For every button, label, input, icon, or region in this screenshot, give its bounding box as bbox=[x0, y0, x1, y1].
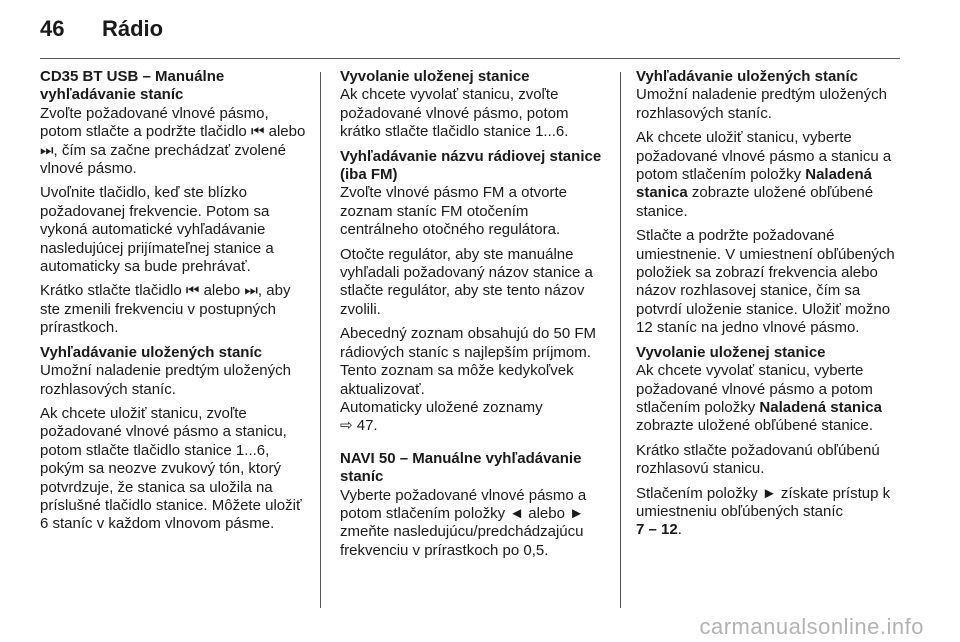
column-3 bbox=[636, 68, 902, 546]
page-reference-link[interactable]: ⇨ 47. bbox=[340, 417, 378, 435]
column-divider bbox=[620, 72, 621, 608]
text: Ak chcete uložiť stanicu, vyberte požadované vlnové pásmo a stanicu a potom stlačením položky bbox=[636, 129, 892, 184]
paragraph bbox=[636, 485, 902, 540]
paragraph: Umožní naladenie predtým uložených rozhlasových staníc. bbox=[636, 86, 887, 122]
column-1 bbox=[40, 68, 306, 540]
watermark: carmanualsonline.info bbox=[699, 614, 924, 639]
column-2 bbox=[340, 68, 606, 566]
paragraph: Zvoľte vlnové pásmo FM a otvorte zoznam staníc FM otočením centrálneho otočného regulátora. bbox=[340, 184, 567, 239]
paragraph: Krátko stlačte tlačidlo ⏮ alebo ⏭, aby ste zmenili frekvenciu v postupných prírastkoch. bbox=[40, 282, 291, 337]
paragraph: Uvoľnite tlačidlo, keď ste blízko požadovanej frekvencie. Potom sa vykoná automatické vyhľadávanie nasledujúcej prijímateľnej stanice a automaticky sa bude prehrávať. bbox=[40, 184, 274, 276]
paragraph bbox=[340, 325, 606, 435]
column-divider bbox=[320, 72, 321, 608]
page-title: Rádio bbox=[102, 16, 164, 41]
paragraph: Stlačte a podržte požadované umiestnenie. V umiestnení obľúbených položiek sa zobrazí frekvencia alebo názov rozhlasovej stanice, čím sa potvrdí uloženie stanice. Uložiť možno 12 staníc na jedno vlnové pásmo. bbox=[636, 227, 895, 337]
text: Abecedný zoznam obsahujú do 50 FM rádiových staníc s najlepším príjmom. Tento zoznam sa môže kedykoľvek aktualizovať. bbox=[340, 325, 596, 398]
paragraph bbox=[636, 362, 902, 436]
text: zobrazte uložené obľúbené stanice. bbox=[636, 417, 874, 435]
paragraph: Ak chcete vyvolať stanicu, zvoľte požadované vlnové pásmo, potom krátko stlačte tlačidlo stanice 1...6. bbox=[340, 86, 569, 141]
page-number: 46 bbox=[40, 16, 65, 41]
paragraph: Umožní naladenie predtým uložených rozhlasových staníc. bbox=[40, 362, 291, 398]
paragraph: Zvoľte požadované vlnové pásmo, potom stlačte a podržte tlačidlo ⏮ alebo ⏭, čím sa začne prechádzať zvolené vlnové pásmo. bbox=[40, 104, 306, 178]
slot-range: 7 – 12 bbox=[636, 521, 678, 539]
heading-stored-stations-search: Vyhľadávanie uložených staníc bbox=[40, 343, 262, 361]
paragraph: Ak chcete uložiť stanicu, zvoľte požadované vlnové pásmo a stanicu, potom stlačte tlačidlo stanice 1...6, pokým sa neozve zvukový tón, ktorý potvrdzuje, že stanica sa uložila na príslušné tlačidlo stanice. Môžete uložiť 6 staníc v každom vlnovom pásme. bbox=[40, 404, 302, 533]
heading-cd35-manual-search: CD35 BT USB – Manuálne vyhľadávanie staníc bbox=[40, 68, 225, 104]
paragraph: Vyberte požadované vlnové pásmo a potom stlačením položky ◄ alebo ► zmeňte nasledujúcu/predchádzajúcu frekvenciu v prírastkoch po 0,5. bbox=[340, 486, 587, 559]
text: . bbox=[677, 521, 682, 539]
heading-stored-stations-search: Vyhľadávanie uložených staníc bbox=[636, 68, 858, 85]
text: Ak chcete vyvolať stanicu, vyberte požadované vlnové pásmo a potom stlačením položky bbox=[636, 362, 873, 416]
paragraph: Otočte regulátor, aby ste manuálne vyhľadali požadovaný názov stanice a stlačte regulátor, aby ste tento názov zvolili. bbox=[340, 245, 593, 318]
heading-recall-station: Vyvolanie uloženej stanice bbox=[340, 68, 530, 85]
header-divider bbox=[40, 58, 900, 59]
text: zobrazte uložené obľúbené stanice. bbox=[636, 184, 874, 220]
paragraph bbox=[636, 129, 902, 221]
text: Stlačením položky ► získate prístup k umiestneniu obľúbených staníc bbox=[636, 484, 891, 520]
heading-recall-station: Vyvolanie uloženej stanice bbox=[636, 343, 826, 361]
heading-station-name-search: Vyhľadávanie názvu rádiovej stanice (iba FM) bbox=[340, 147, 602, 184]
heading-navi50-manual-search: NAVI 50 – Manuálne vyhľadávanie staníc bbox=[340, 449, 582, 486]
menu-item-name: Naladená stanica bbox=[636, 166, 872, 202]
cross-reference-label: Automaticky uložené zoznamy bbox=[340, 398, 543, 416]
paragraph: Krátko stlačte požadovanú obľúbenú rozhlasovú stanicu. bbox=[636, 441, 880, 478]
menu-item-name: Naladená stanica bbox=[759, 398, 882, 416]
